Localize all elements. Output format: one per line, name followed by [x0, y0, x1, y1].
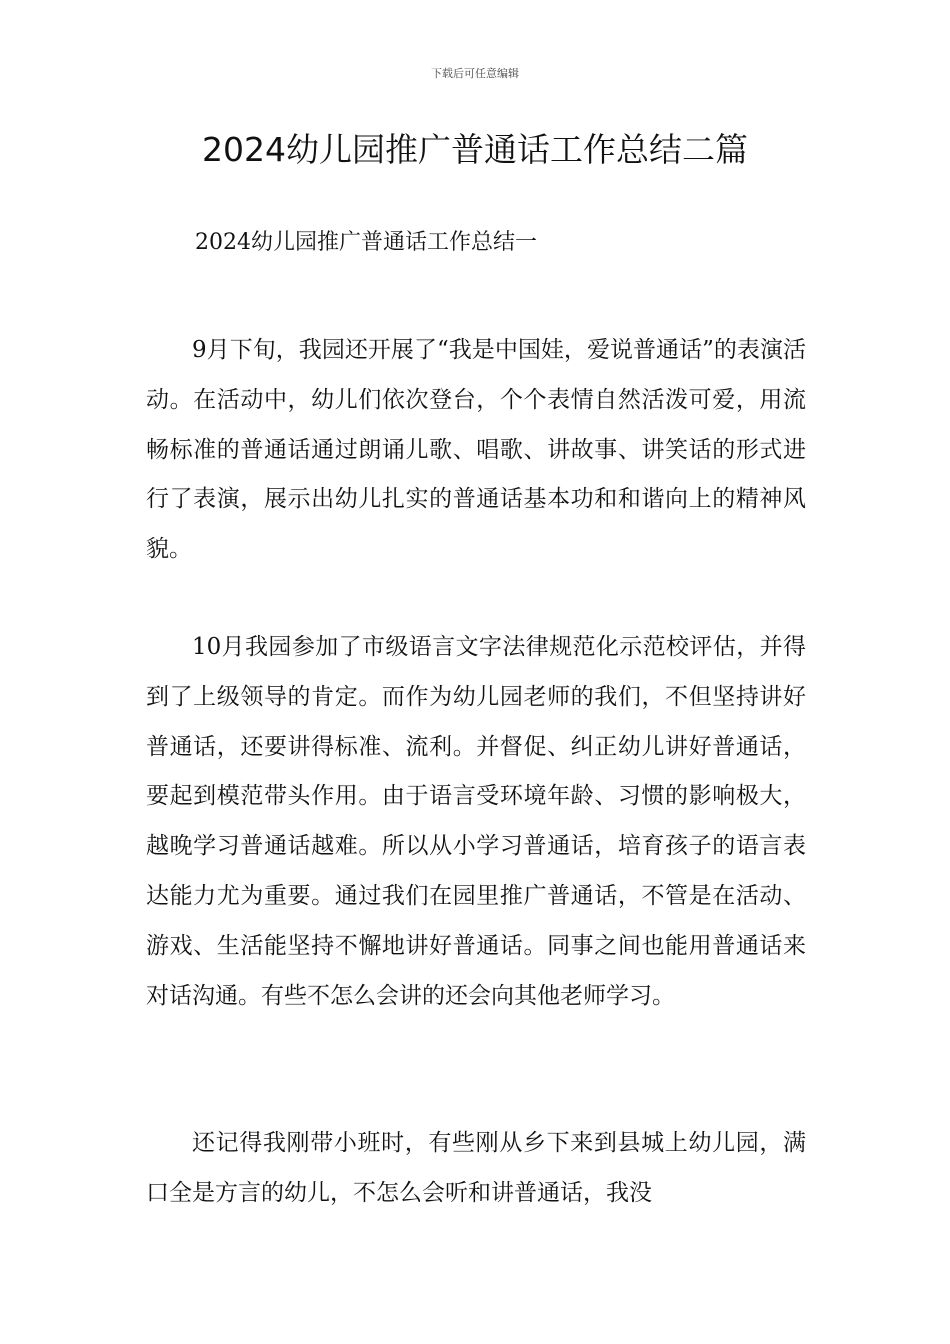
paragraph-2: 10月我园参加了市级语言文字法律规范化示范校评估，并得到了上级领导的肯定。而作为幼儿园老师的我们，不但坚持讲好普通话，还要讲得标准、流利。并督促、纠正幼儿讲好普通话，要起到模范带头作用。由于语言受环境年龄、习惯的影响极大，越晚学习普通话越难。所以从小学习普通话，培育孩子的语言表达能力尤为重要。通过我们在园里推广普通话，不管是在活动、游戏、生活能坚持不懈地讲好普通话。同事之间也能用普通话来对话沟通。有些不怎么会讲的还会向其他老师学习。 — [146, 634, 806, 1009]
page-header: 下载后可任意编辑 — [431, 67, 519, 80]
document-title: 2024幼儿园推广普通话工作总结二篇 — [202, 130, 748, 169]
paragraph-1: 9月下旬，我园还开展了“我是中国娃，爱说普通话”的表演活动。在活动中，幼儿们依次登台，个个表情自然活泼可爱，用流畅标准的普通话通过朗诵儿歌、唱歌、讲故事、讲笑话的形式进行了表演，展示出幼儿扎实的普通话基本功和和谐向上的精神风貌。 — [146, 337, 806, 563]
paragraph-3: 还记得我刚带小班时，有些刚从乡下来到县城上幼儿园，满口全是方言的幼儿，不怎么会听和讲普通话，我没 — [146, 1130, 806, 1206]
section-subtitle: 2024幼儿园推广普通话工作总结一 — [195, 230, 537, 255]
